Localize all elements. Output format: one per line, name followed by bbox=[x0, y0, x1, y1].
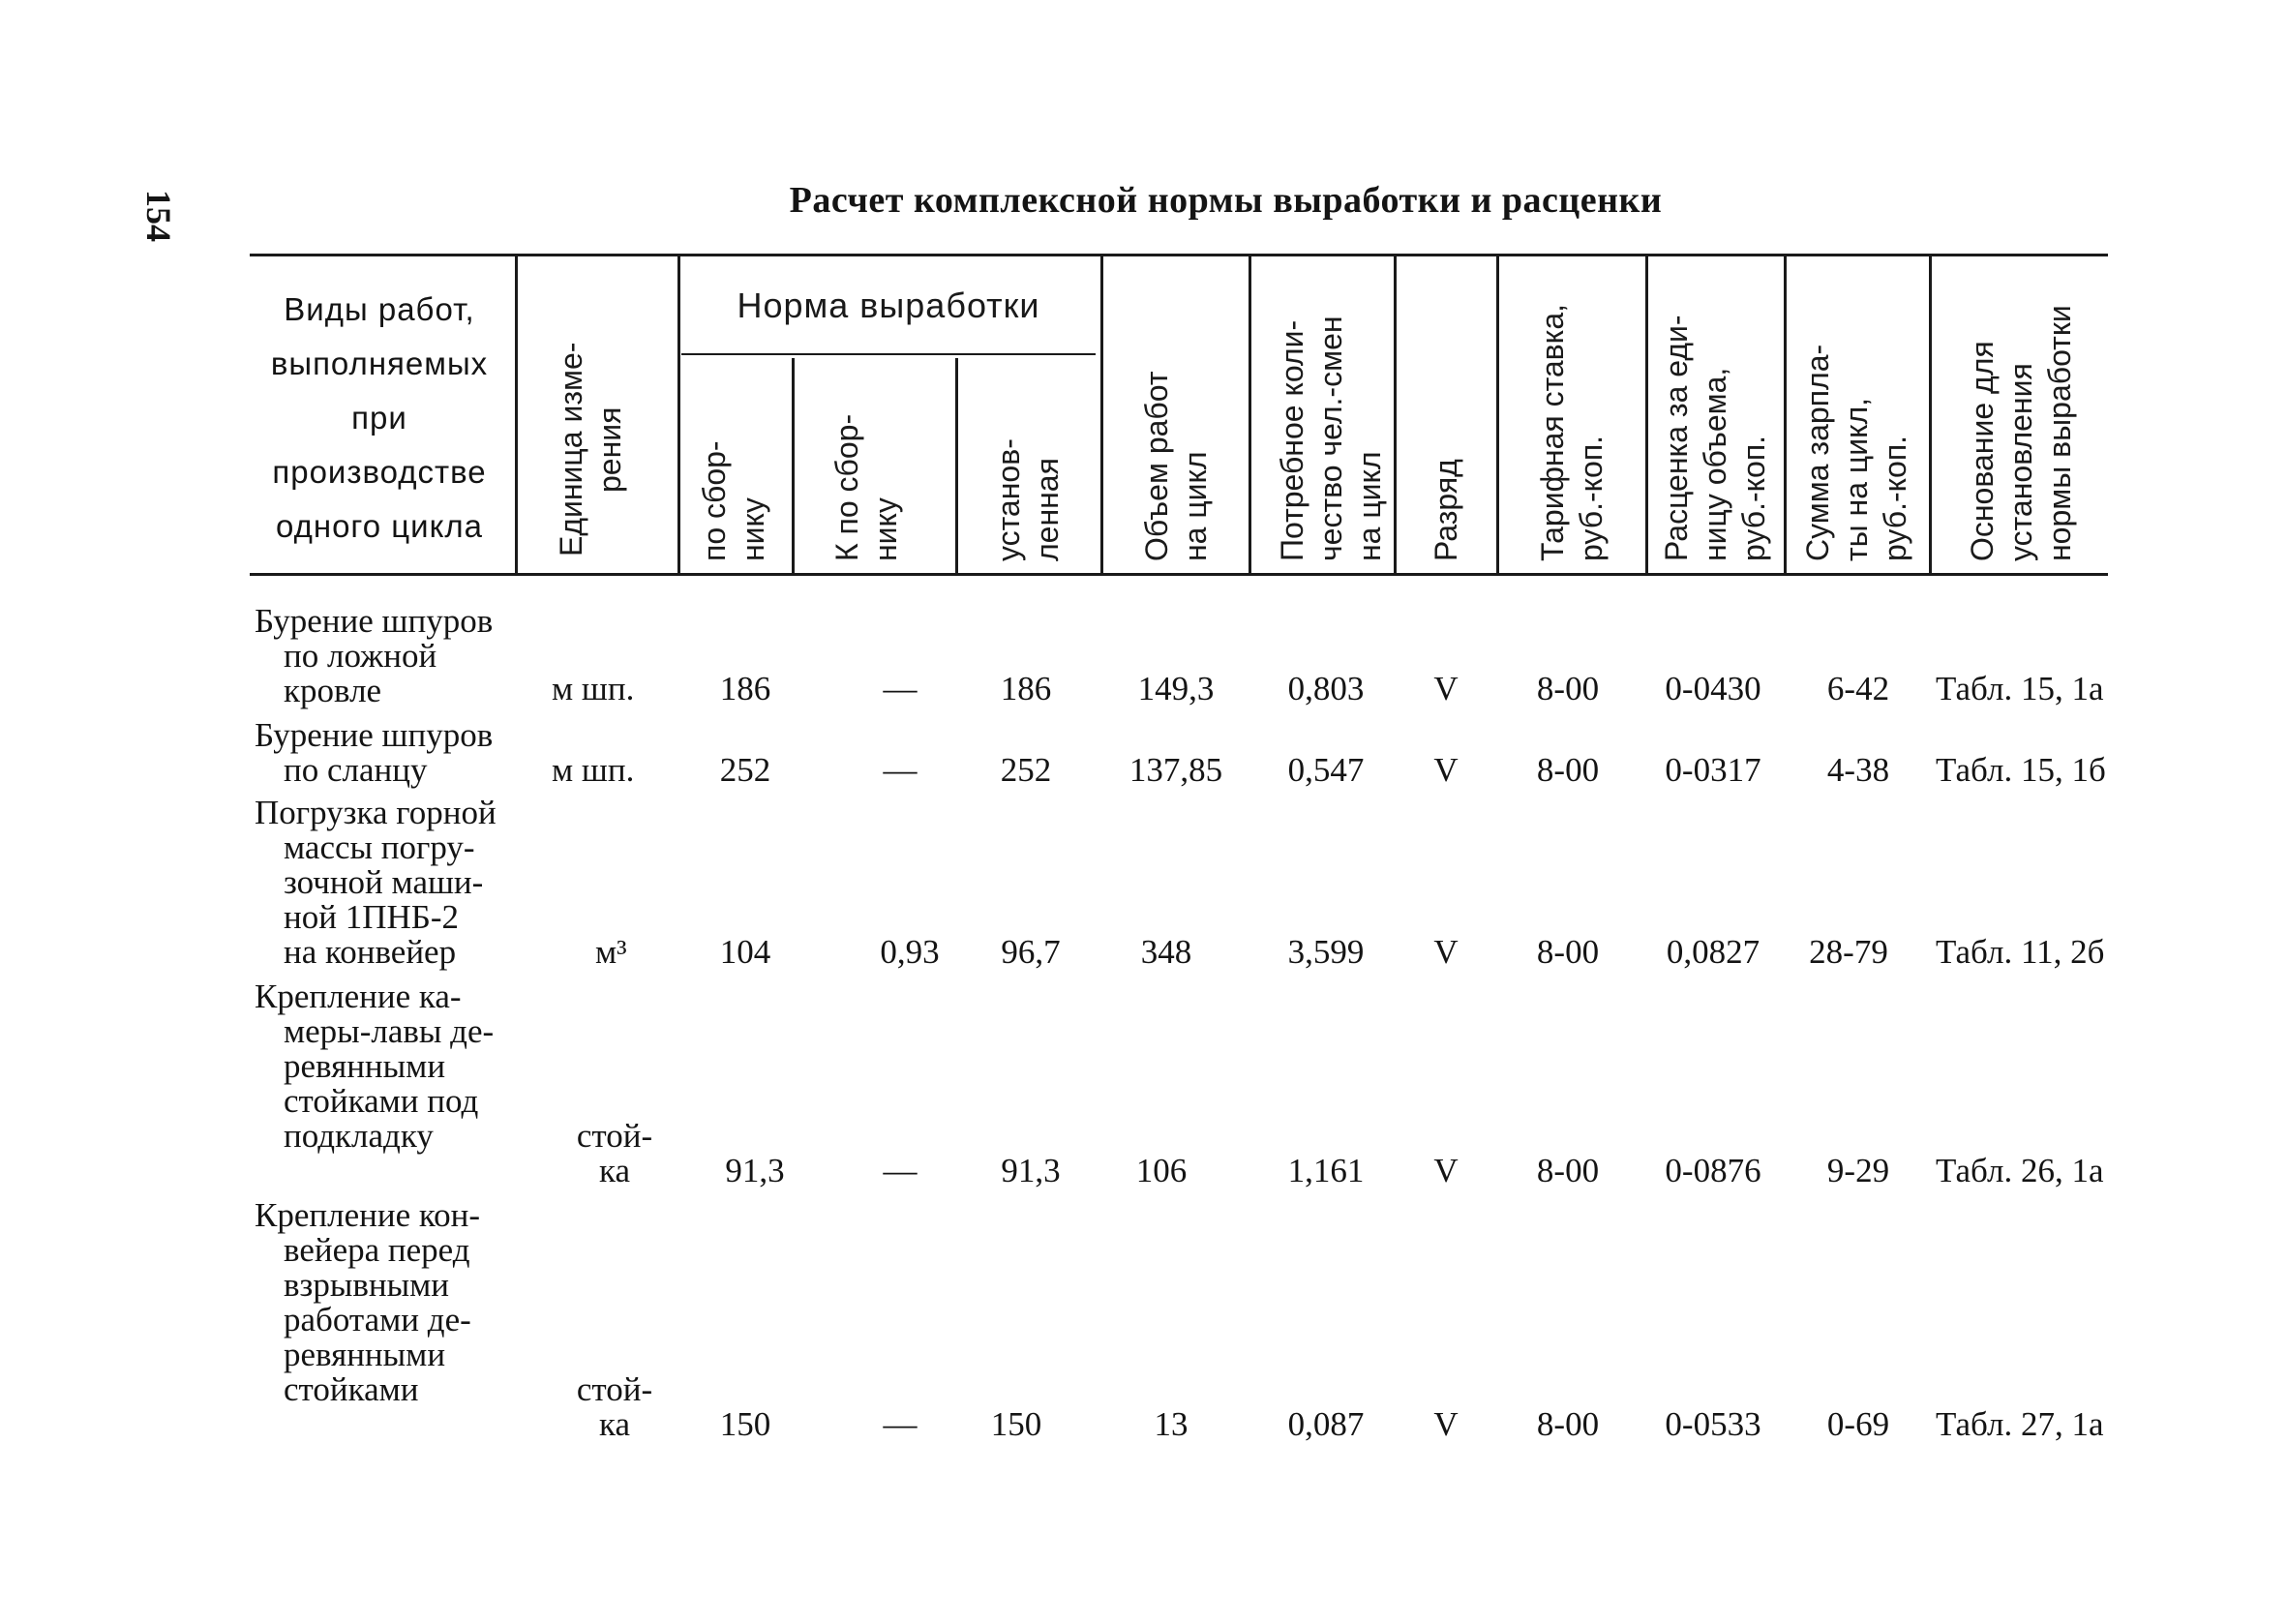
header-work-types: Виды работ, выполняемых при производстве одного цикла bbox=[270, 291, 489, 544]
row-4-unit: стой- bbox=[576, 1117, 653, 1155]
row-4-established: 91,3 bbox=[1001, 1152, 1061, 1189]
header-bottom-rule bbox=[250, 573, 2108, 576]
header-required-man-shifts: Потребное коли- чество чел.-смен на цикл bbox=[1275, 316, 1387, 561]
row-1-k: — bbox=[883, 670, 918, 707]
col-divider bbox=[1100, 254, 1103, 573]
row-3-grade: V bbox=[1433, 933, 1459, 971]
norm-group-rule bbox=[681, 353, 1096, 355]
header-k-by-collection: К по сбор- нику bbox=[829, 413, 903, 561]
row-1-volume: 149,3 bbox=[1137, 670, 1215, 707]
col-divider bbox=[1496, 254, 1499, 573]
row-1-sum: 6-42 bbox=[1826, 670, 1890, 707]
row-2-rate: 0-0317 bbox=[1665, 751, 1761, 789]
row-3-rate: 0,0827 bbox=[1666, 933, 1760, 971]
col-divider bbox=[1784, 254, 1787, 573]
row-4-unit-2: ка bbox=[598, 1152, 630, 1189]
row-1-basis: Табл. 15, 1а bbox=[1936, 670, 2104, 707]
row-2-unit: м шп. bbox=[552, 751, 635, 789]
row-5-basis: Табл. 27, 1а bbox=[1936, 1405, 2104, 1443]
row-4-basis: Табл. 26, 1а bbox=[1936, 1152, 2104, 1189]
row-2-sum: 4-38 bbox=[1826, 751, 1890, 789]
row-1-grade: V bbox=[1433, 670, 1459, 707]
col-divider bbox=[1249, 254, 1251, 573]
row-4-norm: 91,3 bbox=[725, 1152, 785, 1189]
col-divider bbox=[792, 358, 795, 573]
row-5-work: Крепление кон- вейера перед взрывными работами де- ревянными стойками bbox=[255, 1196, 480, 1408]
header-wage-sum: Сумма зарпла- ты на цикл, руб.-коп. bbox=[1800, 344, 1912, 561]
col-divider bbox=[955, 358, 958, 573]
row-4-k: — bbox=[883, 1152, 918, 1189]
row-4-man-shifts: 1,161 bbox=[1287, 1152, 1365, 1189]
row-4-sum: 9-29 bbox=[1826, 1152, 1890, 1189]
row-3-norm: 104 bbox=[719, 933, 771, 971]
row-2-grade: V bbox=[1433, 751, 1459, 789]
row-5-man-shifts: 0,087 bbox=[1287, 1405, 1365, 1443]
header-rate-per-unit: Расценка за еди- ницу объема, руб.-коп. bbox=[1659, 315, 1771, 561]
row-3-man-shifts: 3,599 bbox=[1287, 933, 1365, 971]
row-5-rate: 0-0533 bbox=[1665, 1405, 1761, 1443]
header-tariff-rate: Тарифная ставка, руб.-коп. bbox=[1535, 303, 1609, 561]
row-3-work: Погрузка горной массы погру- зочной маши- ной 1ПНБ-2 на конвейер bbox=[255, 794, 497, 971]
row-3-tariff: 8-00 bbox=[1536, 933, 1600, 971]
col-divider bbox=[515, 254, 518, 573]
row-5-grade: V bbox=[1433, 1405, 1459, 1443]
row-4-volume: 106 bbox=[1135, 1152, 1188, 1189]
row-2-norm: 252 bbox=[719, 751, 771, 789]
row-5-norm: 150 bbox=[719, 1405, 771, 1443]
col-divider bbox=[1645, 254, 1648, 573]
col-divider bbox=[1394, 254, 1397, 573]
header-norm-group: Норма выработки bbox=[737, 286, 1040, 325]
header-unit: Единица изме- рения bbox=[554, 342, 627, 556]
table-title: Расчет комплексной нормы выработки и расценки bbox=[789, 180, 1663, 221]
row-1-unit: м шп. bbox=[552, 670, 635, 707]
header-basis: Основание для установления нормы выработки bbox=[1965, 305, 2077, 561]
row-4-rate: 0-0876 bbox=[1665, 1152, 1761, 1189]
row-5-established: 150 bbox=[990, 1405, 1042, 1443]
row-1-norm: 186 bbox=[719, 670, 771, 707]
row-5-sum: 0-69 bbox=[1826, 1405, 1890, 1443]
row-3-basis: Табл. 11, 2б bbox=[1936, 933, 2105, 971]
row-5-unit-2: ка bbox=[598, 1405, 630, 1443]
header-norm-established: установ- ленная bbox=[991, 438, 1065, 561]
row-1-rate: 0-0430 bbox=[1665, 670, 1761, 707]
header-grade: Разряд bbox=[1429, 459, 1463, 561]
row-3-unit: м³ bbox=[595, 933, 627, 971]
row-1-established: 186 bbox=[1000, 670, 1052, 707]
row-5-unit: стой- bbox=[576, 1370, 653, 1408]
row-2-volume: 137,85 bbox=[1128, 751, 1223, 789]
row-2-tariff: 8-00 bbox=[1536, 751, 1600, 789]
row-5-volume: 13 bbox=[1154, 1405, 1189, 1443]
row-3-volume: 348 bbox=[1140, 933, 1192, 971]
row-1-man-shifts: 0,803 bbox=[1287, 670, 1365, 707]
row-2-k: — bbox=[883, 751, 918, 789]
header-norm-by-collection: по сбор- нику bbox=[697, 440, 770, 561]
row-3-k: 0,93 bbox=[880, 933, 940, 971]
row-2-basis: Табл. 15, 1б bbox=[1936, 751, 2106, 789]
row-2-work: Бурение шпуров по сланцу bbox=[255, 716, 494, 789]
row-5-k: — bbox=[883, 1405, 918, 1443]
row-2-man-shifts: 0,547 bbox=[1287, 751, 1365, 789]
col-divider bbox=[677, 254, 680, 573]
row-3-established: 96,7 bbox=[1001, 933, 1061, 971]
page-number: 154 bbox=[139, 190, 178, 242]
col-divider bbox=[1929, 254, 1932, 573]
table-top-rule bbox=[250, 254, 2108, 256]
row-4-tariff: 8-00 bbox=[1536, 1152, 1600, 1189]
row-2-established: 252 bbox=[1000, 751, 1052, 789]
row-5-tariff: 8-00 bbox=[1536, 1405, 1600, 1443]
row-4-work: Крепление ка- меры-лавы де- ревянными стойками под подкладку bbox=[255, 977, 495, 1155]
row-1-work: Бурение шпуров по ложной кровле bbox=[255, 602, 494, 709]
row-1-tariff: 8-00 bbox=[1536, 670, 1600, 707]
header-volume-per-cycle: Объем работ на цикл bbox=[1139, 371, 1213, 561]
row-4-grade: V bbox=[1433, 1152, 1459, 1189]
row-3-sum: 28-79 bbox=[1809, 933, 1888, 971]
